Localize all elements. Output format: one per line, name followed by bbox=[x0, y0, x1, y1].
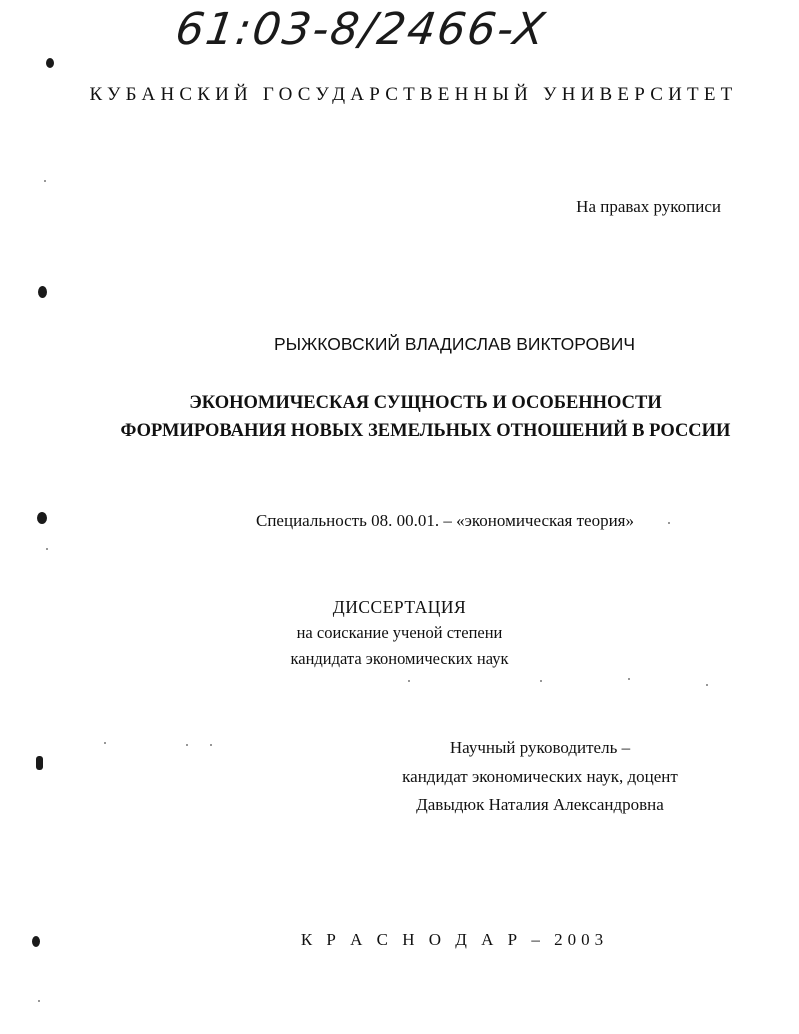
degree-line-2: кандидата экономических наук bbox=[290, 649, 509, 668]
handwritten-catalog-code: 61:03-8/2466-X bbox=[172, 4, 550, 55]
scan-speck bbox=[706, 684, 708, 686]
specialty: Специальность 08. 00.01. – «экономическая теория» bbox=[256, 511, 635, 530]
degree-type: ДИССЕРТАЦИЯ bbox=[332, 597, 467, 617]
rights-notice: На правах рукописи bbox=[576, 197, 721, 216]
scan-speck bbox=[46, 548, 48, 550]
scan-speck bbox=[540, 680, 542, 682]
title-line-1: ЭКОНОМИЧЕСКАЯ СУЩНОСТЬ И ОСОБЕННОСТИ bbox=[189, 393, 662, 413]
author-name: РЫЖКОВСКИЙ ВЛАДИСЛАВ ВИКТОРОВИЧ bbox=[273, 334, 636, 354]
margin-mark bbox=[36, 756, 43, 770]
supervisor-block bbox=[380, 734, 700, 820]
scan-speck bbox=[38, 1000, 40, 1002]
supervisor-degree: кандидат экономических наук, доцент bbox=[402, 766, 678, 786]
supervisor-name: Давыдюк Наталия Александровна bbox=[416, 795, 664, 814]
university-name: КУБАНСКИЙ ГОСУДАРСТВЕННЫЙ УНИВЕРСИТЕТ bbox=[89, 84, 738, 105]
scan-speck bbox=[210, 744, 212, 746]
dissertation-title bbox=[0, 389, 799, 445]
degree-block bbox=[0, 594, 799, 672]
city-year: К Р А С Н О Д А Р – 2003 bbox=[300, 930, 609, 949]
scan-speck bbox=[628, 678, 630, 680]
supervisor-label: Научный руководитель – bbox=[449, 738, 631, 757]
degree-line-1: на соискание ученой степени bbox=[296, 623, 503, 642]
scan-speck bbox=[186, 744, 188, 746]
margin-mark bbox=[46, 58, 54, 68]
scan-speck bbox=[44, 180, 46, 182]
scan-speck bbox=[104, 742, 106, 744]
title-line-2: ФОРМИРОВАНИЯ НОВЫХ ЗЕМЕЛЬНЫХ ОТНОШЕНИЙ В РОССИИ bbox=[120, 421, 731, 441]
scan-speck bbox=[408, 680, 410, 682]
margin-mark bbox=[38, 286, 47, 298]
margin-mark bbox=[37, 512, 47, 524]
scan-speck bbox=[668, 522, 670, 524]
